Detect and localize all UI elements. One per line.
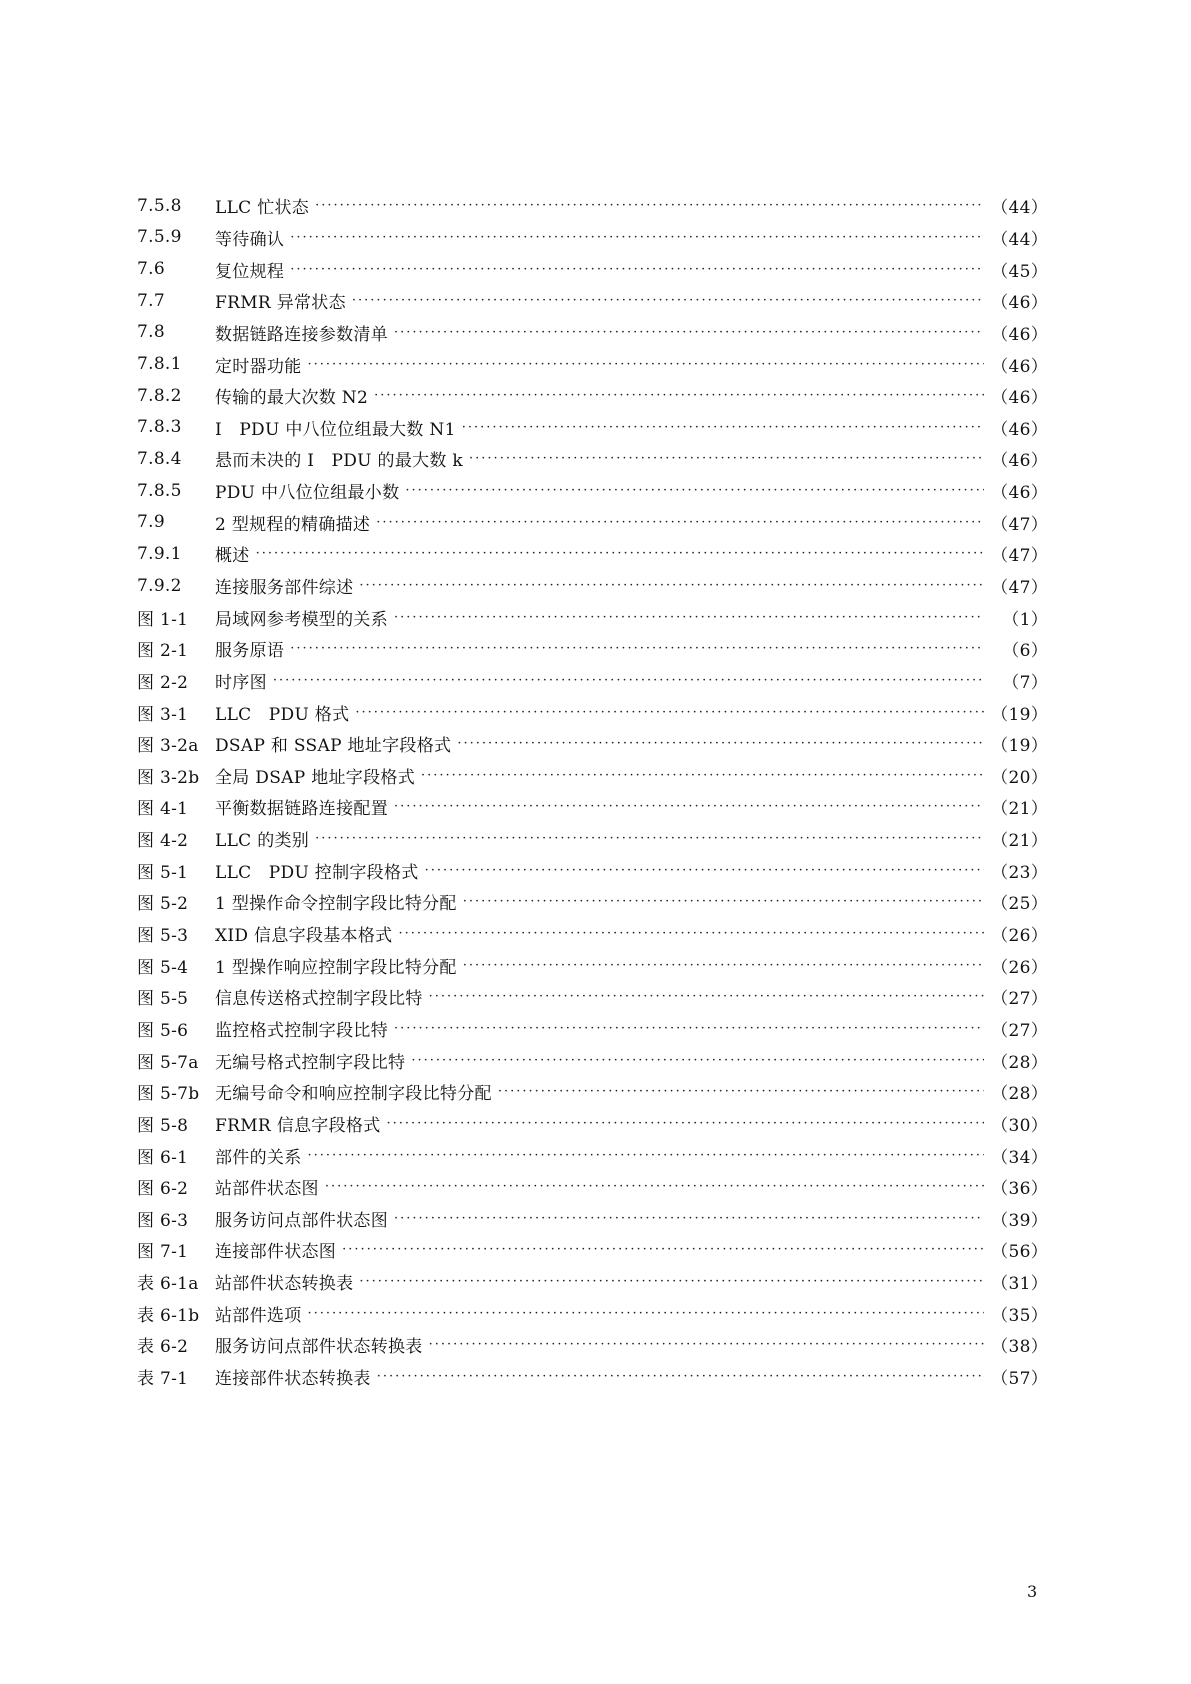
dot-leader	[273, 674, 984, 687]
toc-entry-page: （27）	[991, 989, 1048, 1010]
toc-entry-title: LLC 的类别	[215, 831, 310, 852]
toc-entry-title: 平衡数据链路连接配置	[215, 799, 388, 820]
toc-entry[interactable]	[137, 190, 1048, 222]
toc-entry-number: 图 5-7a	[137, 1052, 199, 1073]
toc-entry[interactable]	[137, 791, 1048, 823]
toc-entry[interactable]	[137, 1297, 1048, 1329]
toc-entry-title: 服务原语	[215, 641, 285, 662]
toc-entry[interactable]	[137, 1013, 1048, 1045]
toc-entry[interactable]	[137, 570, 1048, 602]
dot-leader	[457, 737, 984, 750]
toc-entry-number: 图 7-1	[137, 1242, 189, 1263]
toc-entry-title: LLC 忙状态	[215, 198, 310, 219]
toc-entry[interactable]	[137, 823, 1048, 855]
toc-entry-number: 图 6-1	[137, 1147, 189, 1168]
toc-entry-number: 图 6-2	[137, 1179, 189, 1200]
dot-leader	[290, 231, 984, 244]
toc-entry[interactable]	[137, 949, 1048, 981]
toc-entry-number: 7.8	[137, 322, 165, 343]
toc-entry-title: 概述	[215, 546, 250, 567]
dot-leader	[394, 1022, 984, 1035]
toc-entry-title: 无编号格式控制字段比特	[215, 1052, 406, 1073]
toc-entry-number: 图 6-3	[137, 1210, 189, 1231]
toc-entry-page: （7）	[1002, 672, 1048, 693]
toc-entry-title: 2 型规程的精确描述	[215, 514, 371, 535]
toc-entry[interactable]	[137, 665, 1048, 697]
dot-leader	[463, 895, 984, 908]
toc-entry-number: 7.8.5	[137, 480, 182, 501]
toc-entry[interactable]	[137, 475, 1048, 507]
toc-entry-number: 图 3-2a	[137, 736, 199, 757]
toc-entry-number: 图 5-5	[137, 989, 189, 1010]
toc-entry-number: 7.9	[137, 512, 165, 533]
dot-leader	[256, 547, 984, 560]
toc-entry-page: （46）	[991, 388, 1048, 409]
toc-entry-page: （47）	[991, 578, 1048, 598]
toc-entry-title: DSAP 和 SSAP 地址字段格式	[215, 736, 452, 757]
toc-entry-title: LLC PDU 格式	[215, 704, 350, 725]
toc-entry-number: 表 6-2	[137, 1337, 189, 1358]
toc-entry-page: （46）	[991, 293, 1048, 314]
toc-entry[interactable]	[137, 633, 1048, 665]
toc-entry-page: （46）	[991, 451, 1048, 472]
toc-entry[interactable]	[137, 760, 1048, 792]
toc-entry[interactable]	[137, 506, 1048, 538]
dot-leader	[290, 642, 984, 655]
dot-leader	[462, 421, 984, 434]
toc-entry-title: 复位规程	[215, 261, 285, 282]
toc-entry[interactable]	[137, 1234, 1048, 1266]
toc-entry-title: 1 型操作响应控制字段比特分配	[215, 957, 457, 978]
toc-entry-number: 表 7-1	[137, 1369, 189, 1390]
toc-entry[interactable]	[137, 1044, 1048, 1076]
toc-entry[interactable]	[137, 981, 1048, 1013]
dot-leader	[387, 1117, 984, 1130]
dot-leader	[359, 1275, 984, 1288]
toc-entry-page: （45）	[991, 261, 1048, 282]
toc-entry-title: 1 型操作命令控制字段比特分配	[215, 894, 457, 915]
toc-entry-page: （27）	[991, 1020, 1048, 1041]
toc-entry[interactable]	[137, 411, 1048, 443]
toc-entry-title: 无编号命令和响应控制字段比特分配	[215, 1084, 492, 1105]
toc-entry-number: 图 5-4	[137, 957, 189, 978]
toc-entry-number: 图 4-1	[137, 799, 189, 820]
toc-entry-title: 局域网参考模型的关系	[215, 609, 388, 630]
toc-entry-page: （46）	[991, 483, 1048, 504]
dot-leader	[377, 1370, 984, 1383]
toc-entry-number: 图 2-2	[137, 672, 189, 693]
toc-entry[interactable]	[137, 1203, 1048, 1235]
toc-entry-title: 监控格式控制字段比特	[215, 1020, 388, 1041]
toc-entry-number: 7.9.2	[137, 575, 182, 596]
toc-entry-number: 图 5-6	[137, 1020, 189, 1041]
toc-entry-number: 图 5-8	[137, 1115, 189, 1136]
toc-entry[interactable]	[137, 285, 1048, 317]
toc-entry[interactable]	[137, 1108, 1048, 1140]
toc-entry[interactable]	[137, 380, 1048, 412]
dot-leader	[394, 611, 984, 624]
toc-entry[interactable]	[137, 918, 1048, 950]
dot-leader	[405, 484, 984, 497]
toc-entry[interactable]	[137, 1361, 1048, 1393]
toc-entry-number: 图 5-2	[137, 894, 189, 915]
toc-entry-title: 连接部件状态转换表	[215, 1369, 371, 1390]
toc-entry-number: 7.8.4	[137, 448, 182, 469]
toc-entry-number: 图 1-1	[137, 609, 189, 630]
toc-entry[interactable]	[137, 253, 1048, 285]
toc-entry-page: （23）	[991, 862, 1048, 883]
table-of-contents	[137, 190, 1048, 1392]
page-number: 3	[1027, 1582, 1038, 1601]
toc-entry-page: （57）	[991, 1369, 1048, 1390]
toc-entry-title: 部件的关系	[215, 1147, 302, 1168]
toc-entry-title: LLC PDU 控制字段格式	[215, 862, 419, 883]
toc-entry[interactable]	[137, 601, 1048, 633]
toc-entry-number: 7.8.3	[137, 417, 182, 438]
toc-entry-title: XID 信息字段基本格式	[215, 926, 393, 947]
toc-entry-page: （35）	[991, 1305, 1048, 1326]
toc-entry-title: 站部件状态转换表	[215, 1274, 354, 1295]
toc-entry-page: （36）	[991, 1179, 1048, 1200]
toc-entry-page: （6）	[1002, 641, 1048, 662]
toc-entry-page: （20）	[991, 767, 1048, 788]
toc-entry-number: 7.6	[137, 259, 165, 280]
dot-leader	[429, 990, 984, 1003]
dot-leader	[374, 389, 984, 402]
toc-entry-title: 传输的最大次数 N2	[215, 388, 369, 409]
toc-entry-number: 图 3-1	[137, 704, 189, 725]
toc-entry-page: （19）	[991, 736, 1048, 757]
toc-entry[interactable]	[137, 1076, 1048, 1108]
toc-entry-page: （26）	[991, 926, 1048, 947]
toc-entry-page: （46）	[991, 356, 1048, 377]
toc-entry-page: （28）	[991, 1052, 1048, 1073]
toc-entry-page: （30）	[991, 1115, 1048, 1136]
toc-entry-page: （21）	[991, 799, 1048, 820]
dot-leader	[429, 1338, 984, 1351]
toc-entry-number: 7.5.8	[137, 195, 182, 216]
toc-entry-title: 等待确认	[215, 229, 285, 250]
toc-entry-page: （44）	[991, 229, 1048, 250]
toc-entry[interactable]	[137, 317, 1048, 349]
toc-entry-page: （26）	[991, 957, 1048, 978]
toc-entry-title: 全局 DSAP 地址字段格式	[215, 767, 415, 788]
dot-leader	[425, 864, 984, 877]
toc-entry[interactable]	[137, 854, 1048, 886]
dot-leader	[352, 294, 984, 307]
toc-entry-number: 7.5.9	[137, 227, 182, 248]
toc-entry-number: 图 5-7b	[137, 1084, 200, 1105]
dot-leader	[315, 199, 984, 212]
toc-entry-page: （31）	[991, 1274, 1048, 1295]
dot-leader	[398, 927, 984, 940]
toc-entry-title: FRMR 信息字段格式	[215, 1115, 381, 1136]
toc-entry-title: FRMR 异常状态	[215, 293, 346, 314]
dot-leader	[315, 832, 984, 845]
dot-leader	[359, 579, 984, 592]
toc-entry-page: （28）	[991, 1084, 1048, 1105]
toc-entry[interactable]	[137, 728, 1048, 760]
toc-entry[interactable]	[137, 696, 1048, 728]
toc-entry-title: 服务访问点部件状态转换表	[215, 1337, 423, 1358]
toc-entry-number: 表 6-1a	[137, 1274, 199, 1295]
dot-leader	[355, 706, 984, 719]
toc-entry-title: 时序图	[215, 672, 267, 693]
dot-leader	[394, 326, 984, 339]
toc-entry[interactable]	[137, 1171, 1048, 1203]
toc-entry-title: PDU 中八位位组最小数	[215, 483, 400, 504]
toc-entry-title: 悬而未决的 I PDU 的最大数 k	[215, 451, 464, 472]
toc-entry-title: 服务访问点部件状态图	[215, 1210, 388, 1231]
toc-entry-page: （39）	[991, 1210, 1048, 1231]
toc-entry-title: 数据链路连接参数清单	[215, 324, 388, 345]
toc-entry-title: 连接部件状态图	[215, 1242, 337, 1263]
toc-entry[interactable]	[137, 1329, 1048, 1361]
toc-entry-page: （38）	[991, 1337, 1048, 1358]
toc-entry-number: 7.8.1	[137, 354, 182, 375]
dot-leader	[308, 1149, 985, 1162]
toc-entry-number: 7.8.2	[137, 385, 182, 406]
toc-entry-number: 图 2-1	[137, 641, 189, 662]
toc-entry-page: （1）	[1002, 609, 1048, 630]
toc-entry-page: （46）	[991, 419, 1048, 440]
dot-leader	[376, 516, 984, 529]
toc-entry[interactable]	[137, 222, 1048, 254]
toc-entry-page: （19）	[991, 704, 1048, 725]
toc-entry[interactable]	[137, 886, 1048, 918]
toc-entry-page: （56）	[991, 1242, 1048, 1263]
toc-entry-title: I PDU 中八位位组最大数 N1	[215, 419, 456, 440]
toc-entry-title: 站部件状态图	[215, 1179, 319, 1200]
dot-leader	[411, 1054, 984, 1067]
dot-leader	[308, 358, 985, 371]
toc-entry[interactable]	[137, 1139, 1048, 1171]
toc-entry-number: 图 5-1	[137, 862, 189, 883]
toc-entry-page: （25）	[991, 894, 1048, 915]
toc-entry-page: （21）	[991, 831, 1048, 852]
toc-entry-title: 站部件选项	[215, 1305, 302, 1326]
toc-entry-number: 7.9.1	[137, 543, 182, 564]
toc-entry[interactable]	[137, 348, 1048, 380]
toc-entry-number: 7.7	[137, 290, 165, 311]
toc-entry[interactable]	[137, 1266, 1048, 1298]
dot-leader	[290, 263, 984, 276]
toc-entry-page: （46）	[991, 324, 1048, 345]
dot-leader	[498, 1085, 984, 1098]
dot-leader	[394, 800, 984, 813]
toc-entry[interactable]	[137, 538, 1048, 570]
toc-entry-page: （47）	[991, 546, 1048, 567]
dot-leader	[342, 1243, 984, 1256]
toc-entry-title: 定时器功能	[215, 356, 302, 377]
dot-leader	[469, 452, 984, 465]
dot-leader	[463, 959, 984, 972]
toc-entry-title: 连接服务部件综述	[215, 578, 354, 598]
dot-leader	[421, 769, 984, 782]
toc-entry-title: 信息传送格式控制字段比特	[215, 989, 423, 1010]
toc-entry-number: 表 6-1b	[137, 1305, 200, 1326]
toc-entry-number: 图 5-3	[137, 926, 189, 947]
dot-leader	[308, 1307, 985, 1320]
toc-entry-page: （47）	[991, 514, 1048, 535]
dot-leader	[394, 1212, 984, 1225]
dot-leader	[325, 1180, 984, 1193]
toc-entry[interactable]	[137, 443, 1048, 475]
toc-entry-number: 图 4-2	[137, 831, 189, 852]
toc-entry-number: 图 3-2b	[137, 767, 200, 788]
toc-entry-page: （44）	[991, 198, 1048, 219]
toc-entry-page: （34）	[991, 1147, 1048, 1168]
